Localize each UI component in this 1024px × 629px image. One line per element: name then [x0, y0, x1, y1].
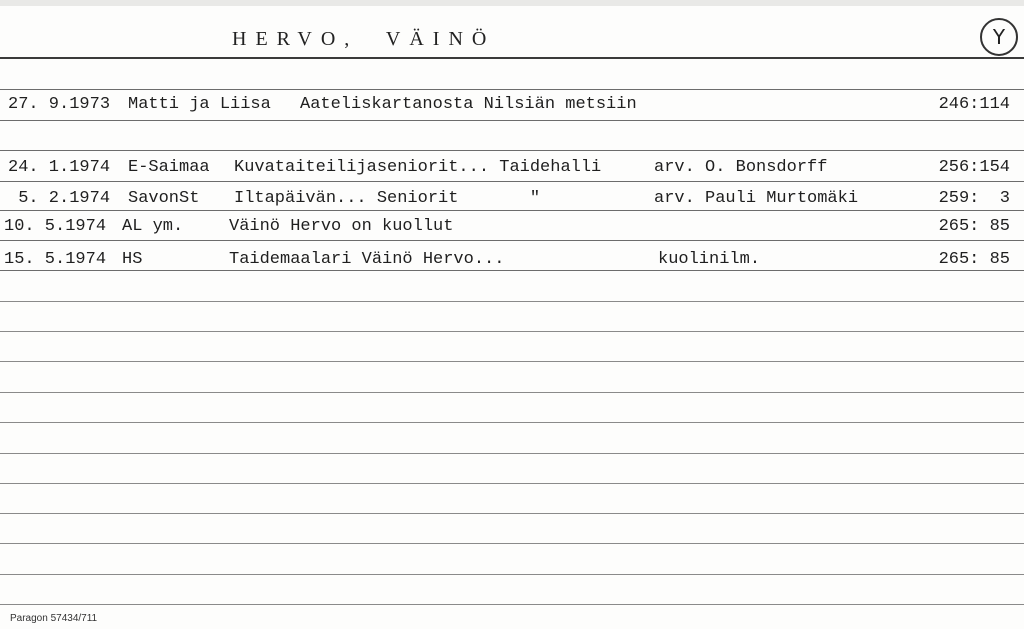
entry-date: 24. 1.1974 [8, 158, 111, 177]
rule [0, 543, 1024, 544]
rule [0, 483, 1024, 484]
rule [0, 301, 1024, 302]
rule [0, 422, 1024, 423]
entry-ref: 265: 85 [938, 217, 1010, 236]
entry-source: HS [122, 250, 143, 269]
rule [0, 331, 1024, 332]
rule [0, 453, 1024, 454]
entry-title: Taidemaalari Väinö Hervo... [229, 250, 505, 269]
entry-date: 15. 5.1974 [4, 250, 107, 269]
entry-ref: 246:114 [938, 95, 1010, 114]
entry-note: arv. O. Bonsdorff [654, 158, 828, 177]
entry-title: Aateliskartanosta Nilsiän metsiin [300, 95, 637, 114]
card-footer: Paragon 57434/711 [10, 613, 98, 624]
rule [0, 240, 1024, 241]
rule [0, 604, 1024, 605]
rule [0, 181, 1024, 182]
entry-source: E-Saimaa [128, 158, 210, 177]
rule [0, 120, 1024, 121]
rule [0, 392, 1024, 393]
entry-ref: 265: 85 [938, 250, 1010, 269]
entry-source: SavonSt [128, 189, 200, 208]
entry-title: Kuvataiteilijaseniorit... Taidehalli [234, 158, 602, 177]
rule [0, 513, 1024, 514]
rule [0, 574, 1024, 575]
entry-source: Matti ja Liisa [128, 95, 271, 114]
entry-title: Väinö Hervo on kuollut [229, 217, 454, 236]
header-rule [0, 57, 1024, 59]
entry-date: 10. 5.1974 [4, 217, 107, 236]
entry-note: arv. Pauli Murtomäki [654, 189, 859, 208]
rule [0, 270, 1024, 271]
entry-date: 5. 2.1974 [8, 189, 111, 208]
rule [0, 89, 1024, 90]
card-title: HERVO, VÄINÖ [232, 28, 496, 50]
rule [0, 210, 1024, 211]
entry-source: AL ym. [122, 217, 184, 236]
entry-date: 27. 9.1973 [8, 95, 111, 114]
entry-ref: 259: 3 [938, 189, 1010, 208]
entry-title: Iltapäivän... Seniorit " [234, 189, 541, 208]
rule [0, 150, 1024, 151]
card-top-edge [0, 0, 1024, 6]
circled-mark: Y [980, 18, 1018, 56]
entry-note: kuolinilm. [658, 250, 761, 269]
rule [0, 361, 1024, 362]
entry-ref: 256:154 [938, 158, 1010, 177]
